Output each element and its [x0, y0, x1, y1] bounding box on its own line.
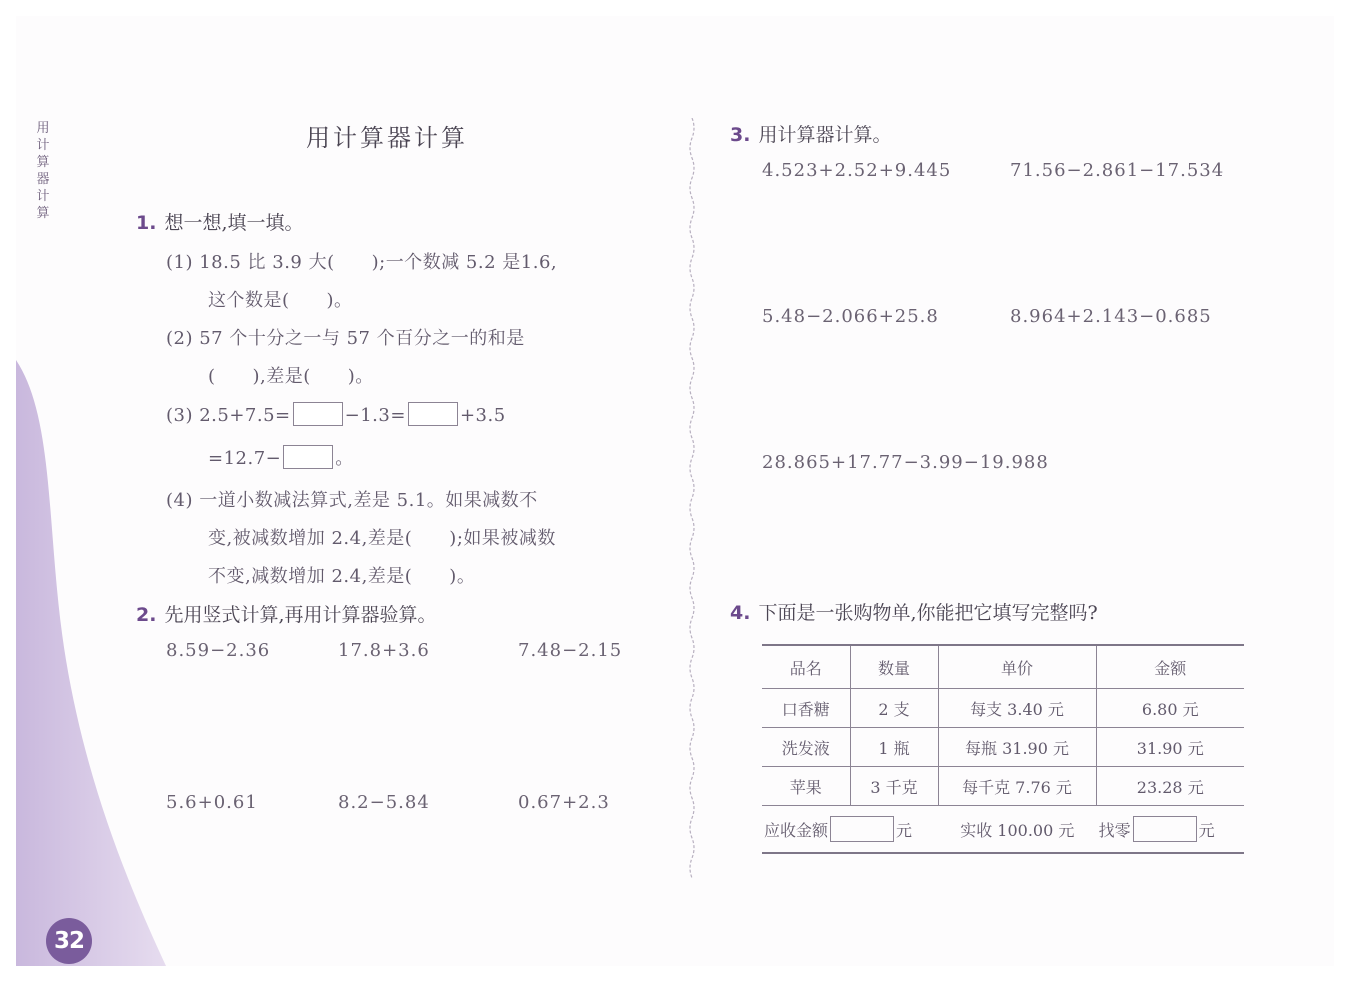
question-4-heading: 4. 下面是一张购物单,你能把它填写完整吗? — [730, 602, 1098, 624]
q3-expression: 8.964+2.143−0.685 — [1010, 306, 1212, 327]
table-cell: 每千克 7.76 元 — [938, 767, 1096, 806]
table-cell: 2 支 — [850, 689, 938, 728]
table-cell: 洗发液 — [762, 728, 850, 767]
table-cell: 6.80 元 — [1096, 689, 1244, 728]
q3-expression: 4.523+2.52+9.445 — [762, 160, 952, 181]
table-cell: 1 瓶 — [850, 728, 938, 767]
question-number: 2. — [136, 604, 157, 626]
q1-part1-line1: (1) 18.5 比 3.9 大( );一个数减 5.2 是1.6, — [166, 252, 558, 273]
page-divider — [686, 118, 698, 888]
table-row — [762, 728, 1244, 767]
answer-box[interactable] — [408, 402, 458, 426]
q1-part2-line1: (2) 57 个十分之一与 57 个百分之一的和是 — [166, 328, 525, 349]
table-cell: 口香糖 — [762, 689, 850, 728]
q2-expression: 5.6+0.61 — [166, 792, 258, 813]
answer-box[interactable] — [283, 445, 333, 469]
table-header-row — [762, 645, 1244, 689]
q1-part3-line2: =12.7− 。 — [208, 444, 354, 470]
table-row — [762, 767, 1244, 806]
table-cell: 每支 3.40 元 — [938, 689, 1096, 728]
table-cell: 31.90 元 — [1096, 728, 1244, 767]
q3-expression: 28.865+17.77−3.99−19.988 — [762, 452, 1049, 473]
question-number: 3. — [730, 124, 751, 146]
q1-part4-line2: 变,被减数增加 2.4,差是( );如果被减数 — [208, 528, 556, 549]
q2-expression: 0.67+2.3 — [518, 792, 610, 813]
table-row — [762, 689, 1244, 728]
q2-expression: 7.48−2.15 — [518, 640, 623, 661]
question-3-heading: 3. 用计算器计算。 — [730, 124, 892, 146]
q1-part2-line2: ( ),差是( )。 — [208, 366, 374, 387]
received-amount: 实收 100.00 元 — [960, 821, 1075, 840]
q1-part4-line1: (4) 一道小数减法算式,差是 5.1。如果减数不 — [166, 490, 538, 511]
header-cell: 单价 — [938, 645, 1096, 689]
yuan-unit: 元 — [1198, 821, 1215, 840]
page-title: 用计算器计算 — [306, 124, 468, 152]
q2-expression: 17.8+3.6 — [338, 640, 430, 661]
shopping-list-table — [762, 644, 1244, 854]
question-number: 4. — [730, 602, 751, 624]
header-cell: 金额 — [1096, 645, 1244, 689]
change-amount-box[interactable] — [1133, 816, 1197, 842]
q1-part4-line3: 不变,减数增加 2.4,差是( )。 — [208, 566, 476, 587]
q2-expression: 8.59−2.36 — [166, 640, 271, 661]
header-cell: 数量 — [850, 645, 938, 689]
table-total-row — [762, 806, 1244, 854]
change-label: 找零 — [1098, 821, 1131, 840]
due-label: 应收金额 — [764, 821, 829, 840]
question-2-heading: 2. 先用竖式计算,再用计算器验算。 — [136, 604, 437, 626]
table-cell: 23.28 元 — [1096, 767, 1244, 806]
q1-part1-line2: 这个数是( )。 — [208, 290, 353, 311]
header-cell: 品名 — [762, 645, 850, 689]
q2-expression: 8.2−5.84 — [338, 792, 430, 813]
table-cell: 3 千克 — [850, 767, 938, 806]
yuan-unit: 元 — [896, 821, 913, 840]
side-decoration — [16, 360, 186, 966]
page-number: 32 — [46, 918, 92, 964]
table-cell: 苹果 — [762, 767, 850, 806]
answer-box[interactable] — [293, 402, 343, 426]
due-amount-box[interactable] — [830, 816, 894, 842]
total-cell — [762, 806, 1244, 854]
side-chapter-title: 用 计 算 器 计 算 — [36, 121, 50, 221]
table-cell: 每瓶 31.90 元 — [938, 728, 1096, 767]
q3-expression: 71.56−2.861−17.534 — [1010, 160, 1225, 181]
question-number: 1. — [136, 212, 157, 234]
question-1-heading: 1. 想一想,填一填。 — [136, 212, 304, 234]
q1-part3-line1: (3) 2.5+7.5= −1.3= +3.5 — [166, 402, 506, 426]
q3-expression: 5.48−2.066+25.8 — [762, 306, 939, 327]
